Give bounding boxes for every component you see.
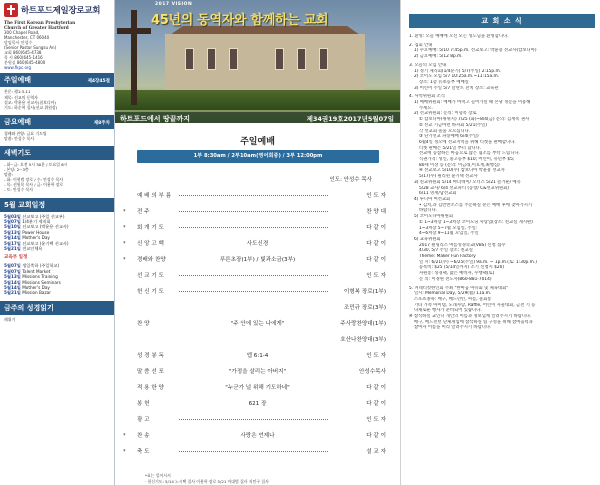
addr-line: 300 Chapel Road, [4, 30, 40, 36]
news-item: 3. 오늘의 모임 안내 [409, 62, 447, 68]
section-subtitle: 제8주차 [93, 120, 110, 126]
section-title: 금주의 성경읽기 [4, 303, 54, 312]
sunday-worship-info [0, 87, 114, 111]
info-line: - 목: 선원목 목사 / 금: 이용학 장로 [4, 182, 64, 188]
order-item: 적 용 한 양 [137, 385, 164, 391]
info-line: 경배와 찬양: 금요 기도팀 [4, 130, 47, 136]
order-item: 축 도 [137, 449, 150, 455]
bushes [115, 90, 400, 110]
news-item: 6/11 영재/남선교회 [419, 191, 457, 197]
order-person: 안성수목사 [358, 369, 386, 375]
church-english-name [4, 20, 110, 30]
order-person: 다 같 이 [366, 257, 386, 263]
order-person: 인 도 자 [366, 417, 386, 423]
order-content: 푸른초장(1부) / 빛과소금(3부) [219, 257, 296, 263]
cross-bar [117, 28, 151, 34]
info-line: - 토: 안성수 목사 [4, 187, 33, 193]
news-item: 식권가격: 성인, 중고등부 $10; 어린이, 유년부 $5; [419, 157, 515, 163]
order-item: 회 개 기 도 [137, 225, 164, 231]
addr-line: (Senior Pastor Sungsu An) [4, 45, 57, 51]
event-date: 5월14일 [4, 235, 21, 241]
order-person: 조민규 장로(3부) [343, 305, 386, 311]
table-row [115, 383, 400, 393]
news-item: 참여자 이름을 미리 알려주시기 바랍니다. [414, 325, 492, 331]
news-item: 2) 선교위원회: 문의: 이형복 장로 [414, 111, 477, 117]
footnote-prayer: · 헌신기도: 5/14 노시택 집사 이용학 장로 5/21 이대범 집사 지민구 집사 [145, 479, 269, 484]
info-line: 설교: 박윤용 선교사(침보디아) [4, 99, 56, 105]
order-person: 주사랑찬양대(1부) [340, 321, 386, 327]
table-row [115, 287, 400, 297]
event-title: Power House [22, 229, 50, 235]
order-content: "가정을 살리는 아버지" [228, 369, 287, 375]
news-item: 4) 루디아 여선교회 [414, 196, 451, 202]
window [297, 48, 306, 70]
info-line: 제목: 선교의 동역자 [4, 94, 38, 100]
news-item: 등록비: $25 (5/14일까지) 조기 신청시 $20) [419, 265, 505, 271]
addr-line: 분원실 860)645-4800 [4, 60, 46, 66]
event-date: 5월21일 [4, 290, 21, 296]
window [275, 48, 284, 70]
news-item: 바랍니다. [419, 208, 437, 214]
dawn-prayer-header [0, 146, 114, 160]
table-row [115, 191, 400, 201]
order-item: 광 고 [137, 417, 150, 423]
news-item: 2017 필링리즈 여름성경학교(VBS) 신청 접수 [419, 242, 506, 248]
event-title: 생일축하 (주일학교) [22, 263, 60, 269]
order-item: 성 경 봉 독 [137, 353, 164, 359]
event-date: 5월03일 [4, 213, 21, 219]
news-item: 선교에 동참하는 마음으로 많은 협조를 부탁 드립니다. [419, 151, 520, 157]
news-item: ③ 단기선교 파송예배 6/4(주일) [419, 134, 479, 140]
event-title: 선교보고 (박윤용 선교사) [22, 224, 69, 230]
order-item: 말 씀 선 포 [137, 369, 164, 375]
table-row [115, 447, 400, 457]
event-title: Mother's Day [22, 235, 50, 241]
vision-banner [115, 0, 400, 123]
news-item: 3) 어린이 주일 5/7 달란트 잔치 장소: 교육관 [414, 85, 499, 91]
order-person: 다 같 이 [366, 225, 386, 231]
order-person: 다 같 이 [366, 241, 386, 247]
news-item: 2. 집회 안내 [409, 42, 433, 48]
website-link[interactable]: www.fkpc.org [4, 65, 32, 71]
news-item: 4. 사역위원회 소식 [409, 94, 445, 100]
news-item: 자원봉: 성경팩, 많은 예비자, 수행팩(토) [419, 271, 495, 277]
order-person: 인 도 자 [366, 193, 386, 199]
table-row [115, 335, 400, 345]
info-line: - 본당: 2~3층 [4, 167, 29, 173]
event-date: 5월07일 [4, 268, 21, 274]
news-item: 5. 커네티컷한인회 주최 "한마음 아유회 및 체육대회" [409, 285, 509, 291]
news-item: 일 시: 6/21(수) ~6/25(주일) 9a.m. ~ 1p.m.(토: 1:30p.m.) [419, 259, 537, 265]
info-line: - 화~금: 오전 5시 30분 / 토요일 6시 [4, 161, 68, 167]
sunday-worship-header [0, 73, 114, 87]
table-row [115, 271, 400, 281]
order-person: 호산나찬양대(3부) [340, 337, 386, 343]
order-person: 다 같 이 [366, 433, 386, 439]
friday-worship-header [0, 115, 114, 129]
addr-line: 담임목사 안성수 [4, 40, 33, 46]
news-item: 6월4일 정오에 선교지역을 위해 티켓을 판매합니다. [419, 139, 516, 145]
table-row [115, 415, 400, 425]
event-title: Mother's Day [22, 285, 50, 290]
news-item: 2) 금요예배: 5/12 8p.m. [414, 54, 463, 60]
stand-marker: * [123, 257, 126, 263]
worship-order-panel [115, 0, 400, 485]
event-title: Mission Bazar [22, 290, 51, 296]
news-item: 티켓 판매는 5/21일 부터 합니다. [419, 145, 482, 151]
table-row [115, 207, 400, 217]
left-info-panel [0, 0, 115, 485]
table-row [115, 431, 400, 441]
stand-marker: * [123, 433, 126, 439]
info-line: - 화: 이형범 장로 / 수: 안성수 목사 [4, 177, 64, 183]
leader-dots [179, 275, 328, 276]
vision-year: 2017 VISION [155, 2, 193, 7]
event-date: 5월21일 [4, 245, 21, 251]
section-title: 금요예배 [4, 117, 32, 126]
service-times: 1부 8:30am / 2부10am(영어회중) / 3부 12:00pm [137, 150, 379, 163]
event-date: 5월07일 [4, 263, 21, 269]
eng-line: The First Korean Presbyterian [4, 20, 76, 25]
news-item: 1) 예배위원회: 예배가 마치고 들어가실 때 본당 정문을 이용해 [414, 100, 531, 106]
order-item: 예 배 의 부 름 [137, 193, 172, 199]
window [185, 48, 194, 70]
news-item: 5/28 교사/ 6/4 선교파티 (동창/ C&선교위원회) [419, 185, 509, 191]
news-item: 각 선교회 물품 모으십니다. [419, 128, 471, 134]
table-row [115, 351, 400, 361]
event-title: 1/4분기 제직회 [22, 218, 51, 224]
section-title: 5월 교회일정 [4, 200, 46, 209]
order-item: 신 앙 고 백 [137, 241, 164, 247]
order-content: 엡 6:1-4 [246, 353, 269, 359]
event-title: 선교보고 (주일 선교부) [22, 213, 65, 219]
order-content: "주 안에 있는 나에게" [230, 321, 285, 327]
table-row [115, 239, 400, 249]
eng-line: Church of Greater Hartford [4, 25, 69, 31]
news-item: Theme: Maker Fun Factory [419, 254, 476, 260]
order-content: 621 장 [248, 401, 267, 407]
table-row [115, 367, 400, 377]
news-item: ① 캄보디아(위위지) 7/25 (화)~8/4(금) 문의: 김재옥 권사 [419, 117, 530, 123]
news-item: 80세 이상 동 (문의: 이금래,이호계,최행심) [419, 162, 500, 168]
addr-line: 교회 860)645-4738 [4, 50, 42, 56]
order-person: 이형복 장로(1부) [343, 289, 386, 295]
news-item: 일시: Memorial Day, 5/29(월) 11a.m. [414, 291, 492, 297]
education-schedule-title: 교육부 일정 [4, 255, 28, 261]
order-person: 다 같 이 [366, 385, 386, 391]
table-row [115, 399, 400, 409]
news-item: ※ 참석하실 교인니 개인의 이름과 정보닙께 알려주시기 바랍니다. [409, 314, 532, 320]
stand-marker: * [123, 225, 126, 231]
order-person: 찬 양 대 [366, 209, 386, 215]
service-leader: 인도: 안성수 목사 [329, 177, 372, 183]
order-content: 사랑은 언제나 [240, 433, 275, 439]
page-title: 주일예배 [240, 137, 275, 147]
news-item: ① 1~3쳐장 1~3쳐장 코이노닝 사랑업(장소: 친교실 게시판) [419, 219, 533, 225]
event-title: 선교보고 (윤기택 선교사) [22, 240, 69, 246]
addr-line: 목 사 860)645-1416 [4, 55, 43, 61]
event-date: 5월17일 [4, 240, 21, 246]
list-item [4, 290, 110, 295]
news-item: 다채로운 행사가 준비되어 있습니다. [414, 308, 482, 314]
order-item: 경배와 찬양 [137, 257, 166, 263]
church-cross-icon [4, 3, 18, 17]
table-row [115, 303, 400, 313]
order-content: 사도신경 [246, 241, 269, 247]
order-person: 인 도 자 [366, 273, 386, 279]
bible-reading-text: 레위기 [4, 316, 16, 322]
news-item: 6) 교육위원회 [414, 236, 441, 242]
event-date: 5월13일 [4, 274, 21, 280]
order-item: 헌 신 기 도 [137, 289, 164, 295]
order-item: 봉 헌 [137, 401, 150, 407]
news-item: 1~3쳐장 5~7월 모임일, 주일: [419, 225, 478, 231]
event-date: 5월14일 [4, 279, 21, 285]
education-schedule-list [0, 261, 114, 297]
bible-reading-header [0, 301, 114, 315]
stand-marker: * [123, 209, 126, 215]
table-row [115, 223, 400, 233]
section-title: 새벽기도 [4, 148, 32, 157]
event-title: Talent Market [22, 268, 51, 274]
vision-slogan: 45년의 동역자와 함께하는 교회 [151, 13, 329, 28]
info-line: 기도: 하순혁 집사(선교 위원장) [4, 104, 58, 110]
news-item: 4/30, 5/7 주일 장소: 친교실 [419, 248, 473, 254]
table-row [115, 255, 400, 265]
news-item: • 김치,과 김반찬소스를 주문하실 분은 예배 후에 찾아가시기 [419, 202, 533, 208]
info-line: 말씀: [4, 172, 13, 178]
table-row [115, 319, 400, 329]
leader-dots [179, 291, 328, 292]
leader-dots [179, 227, 328, 228]
news-item: 장소: 1층 유초등부 예배실 [419, 79, 469, 85]
church-schedule-header [0, 198, 114, 212]
leader-dots [179, 211, 328, 212]
list-item [4, 246, 110, 251]
section-title: 주일예배 [4, 76, 32, 85]
leader-dots [179, 195, 328, 196]
news-item: 기타 가족 아이템, 노래자랑, Raffle, 어린이 사물대회, 금전 기 등 [414, 302, 536, 308]
news-item: 3) 친교위원회 5/14 마더데이/ 오너즈 5/21 즐거운/ 예유 [414, 179, 521, 185]
order-item: 찬 송 [137, 433, 150, 439]
news-item: 배구, 배드민턴 단체게임에 참석하실 팀 구성을 위해 참여출력과 [414, 319, 533, 325]
news-item: 스포츠종목: 배구, 배드민턴, 씨름, 물회통 [414, 296, 492, 302]
church-building [165, 34, 365, 96]
window [319, 48, 328, 70]
event-date: 5월14일 [4, 285, 21, 290]
dawn-prayer-info [0, 160, 114, 195]
news-item: 2) 코이노 모임 5/7 10:25a.m.~11:15a.m. [414, 74, 500, 80]
leader-dots [179, 419, 328, 420]
order-person: 인 도 자 [366, 353, 386, 359]
news-item: 1. 환영: 오늘 예배에 오신 모든 성도님을 환영합니다. [409, 34, 509, 39]
event-date: 5월13일 [4, 229, 21, 235]
order-item: 찬 양 [137, 321, 150, 327]
news-item: 주세요. [419, 105, 433, 111]
news-item: 5/17(수) 필리핀 윤기택 선교사 [419, 174, 478, 180]
news-item: 문 의: 이경원 전도사(860-881-7014) [419, 276, 492, 282]
news-item: 1) 수요예배: 5/10 7:45p.m. 선교보고: 박윤용 선교사(캄보디아) [414, 48, 537, 54]
order-person: 다 같 이 [366, 401, 386, 407]
info-line: 말씀: 안성수 목사 [4, 135, 35, 141]
window [229, 48, 238, 70]
issue-date: 제34권19호2017년5월07일 [306, 115, 394, 123]
order-item: 전 주 [137, 209, 150, 215]
news-item: 1) 정기 제직회(1/4분기) 5/7(주일) 2:15p.m. [414, 68, 502, 74]
leader-dots [179, 451, 328, 452]
info-line: 본문: 행1:3-11 [4, 89, 31, 95]
event-date: 5월07일 [4, 218, 21, 224]
church-logo-block [0, 0, 114, 70]
section-subtitle: 제4장45절 [87, 79, 110, 85]
news-item: ② 선교 기금마련 바자회 5/21(주일) [419, 122, 487, 128]
banner-motto: 하트포드에서 땅끝까지 [120, 115, 191, 123]
friday-worship-info [0, 129, 114, 143]
church-schedule-list [0, 212, 114, 254]
event-title: Missions Training [22, 274, 58, 280]
news-title: 교 회 소 식 [409, 14, 595, 28]
order-content: "누군가 널 위해 기도하네" [225, 385, 290, 391]
worship-order [115, 123, 400, 485]
church-name: 하트포드제일장로교회 [21, 6, 101, 16]
order-item: 선 교 기 도 [137, 273, 164, 279]
order-person: 설 교 자 [366, 449, 386, 455]
news-item: 4~6쳐장 9~11월 모임일, 주일 [419, 231, 479, 237]
church-news-panel [400, 0, 600, 485]
addr-line: Manchester, CT 06040 [4, 35, 50, 41]
event-date: 5월10일 [4, 224, 21, 230]
news-item: 5) 코이노니아위원회 [414, 214, 453, 220]
footnote-standing: *표는 일어서서 [145, 473, 171, 478]
stand-marker: * [123, 449, 126, 455]
window [207, 48, 216, 70]
cross-icon [131, 10, 137, 105]
news-list [409, 34, 597, 331]
news-item: ④ 선교보고 5/10(수) 캄보디아 박윤용 선교사 [419, 168, 505, 174]
event-title: 전교인체육 [22, 245, 43, 251]
stand-marker: * [123, 241, 126, 247]
event-title: Missions Seminars [22, 279, 61, 285]
church-address [4, 30, 110, 70]
